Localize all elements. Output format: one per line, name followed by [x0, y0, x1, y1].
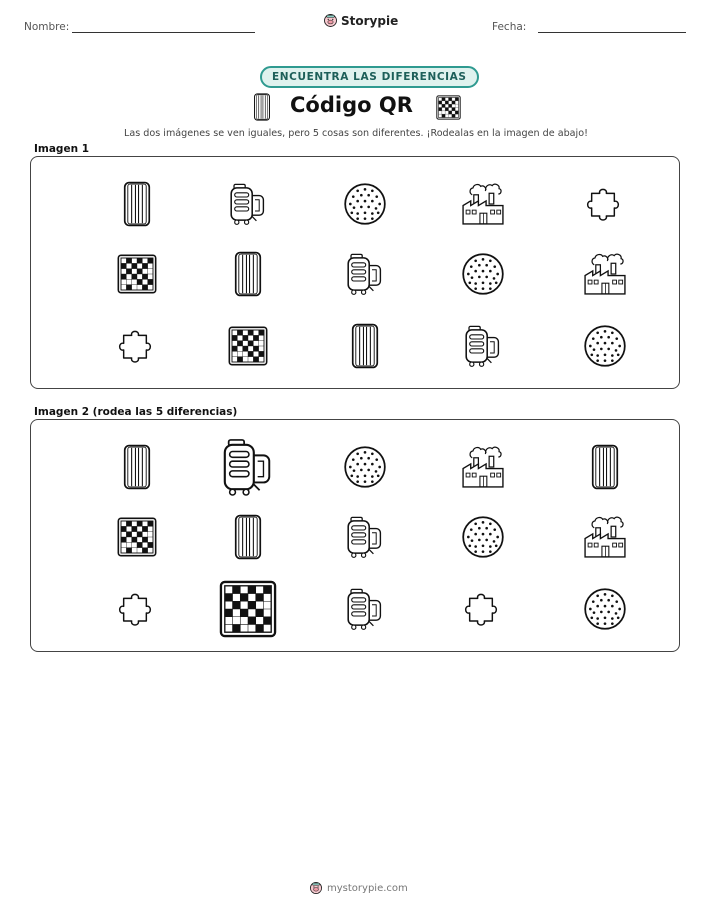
engine-icon[interactable] [344, 514, 386, 560]
name-field[interactable] [72, 32, 255, 33]
puzzle-icon [117, 326, 157, 366]
tire-icon [348, 323, 382, 369]
pig-logo-icon [323, 13, 338, 28]
puzzle-icon [585, 184, 625, 224]
section1-panel [30, 156, 680, 389]
qr-grid-icon[interactable] [217, 580, 279, 638]
tire-icon [252, 93, 272, 121]
qr-grid-icon[interactable] [117, 517, 157, 557]
tire-icon [120, 181, 154, 227]
cookie-icon [461, 252, 505, 296]
date-field[interactable] [538, 32, 686, 33]
name-label: Nombre: [24, 21, 70, 33]
cookie-icon [343, 182, 387, 226]
puzzle-icon[interactable] [117, 589, 157, 629]
page-title: Código QR [290, 93, 413, 117]
tire-icon[interactable] [588, 444, 622, 490]
footer-site[interactable]: mystorypie.com [327, 882, 408, 894]
factory-icon [460, 181, 506, 227]
cookie-icon[interactable] [461, 515, 505, 559]
engine-icon[interactable] [344, 586, 386, 632]
brand-name: Storypie [341, 13, 399, 28]
activity-badge: ENCUENTRA LAS DIFERENCIAS [260, 66, 479, 88]
qr-grid-icon [228, 326, 268, 366]
puzzle-icon[interactable] [463, 589, 503, 629]
qr-grid-icon [436, 95, 461, 120]
tire-icon [231, 251, 265, 297]
section2-panel[interactable] [30, 419, 680, 652]
cookie-icon [583, 324, 627, 368]
section1-label: Imagen 1 [34, 143, 90, 155]
factory-icon[interactable] [460, 444, 506, 490]
footer [309, 881, 408, 895]
instructions: Las dos imágenes se ven iguales, pero 5 cosas son diferentes. ¡Rodealas en la imagen de abajo! [124, 128, 588, 139]
brand-logo [323, 13, 398, 28]
section2-label: Imagen 2 (rodea las 5 diferencias) [34, 406, 238, 418]
date-label: Fecha: [492, 21, 527, 33]
cookie-icon[interactable] [343, 445, 387, 489]
engine-icon[interactable] [219, 433, 277, 501]
factory-icon [582, 251, 628, 297]
engine-icon [462, 323, 504, 369]
tire-icon[interactable] [120, 444, 154, 490]
engine-icon [344, 251, 386, 297]
qr-grid-icon [117, 254, 157, 294]
cookie-icon[interactable] [583, 587, 627, 631]
factory-icon[interactable] [582, 514, 628, 560]
tire-icon[interactable] [231, 514, 265, 560]
pig-logo-icon [309, 881, 323, 895]
engine-icon [227, 181, 269, 227]
